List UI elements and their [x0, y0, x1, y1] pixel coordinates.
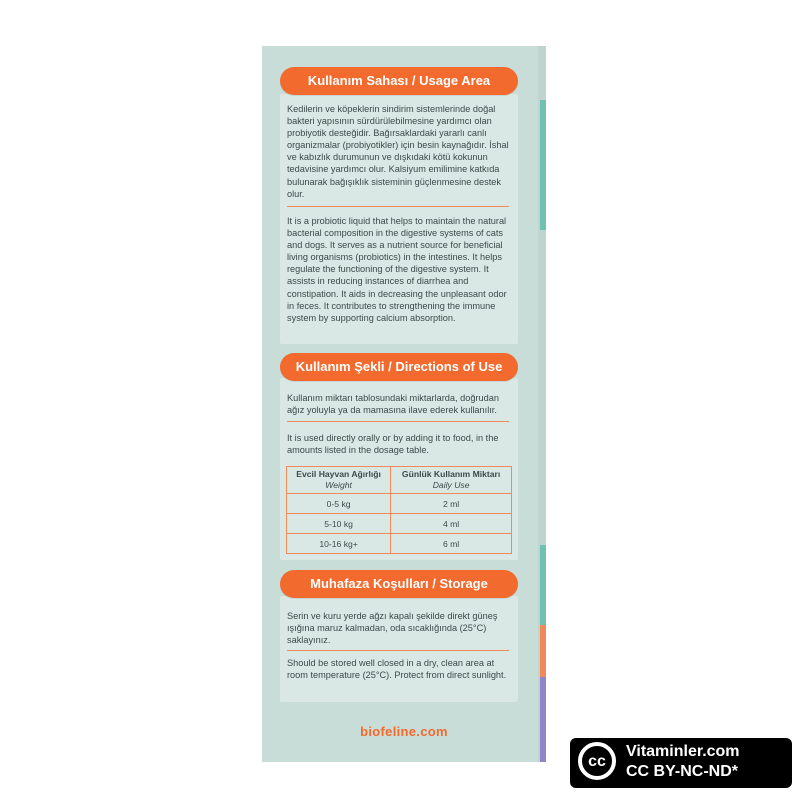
table-row — [287, 534, 512, 554]
weight-header-en: Weight — [325, 480, 352, 490]
dose-cell: 2 ml — [391, 494, 512, 514]
creative-commons-icon: cc — [578, 742, 616, 780]
daily-use-header-tr: Günlük Kullanım Miktarı — [401, 469, 501, 479]
directions-header: Kullanım Şekli / Directions of Use — [280, 353, 518, 381]
storage-divider — [287, 650, 509, 651]
dosage-table-header — [287, 467, 512, 494]
dosage-table — [286, 466, 512, 554]
watermark-license: CC BY-NC-ND* — [626, 763, 738, 780]
weight-cell: 10-16 kg+ — [287, 534, 391, 554]
table-row — [287, 514, 512, 534]
weight-column-header — [287, 467, 391, 494]
edge-stripe-orange — [540, 625, 546, 677]
edge-stripe-teal-lower — [540, 545, 546, 625]
weight-header-tr: Evcil Hayvan Ağırlığı — [296, 469, 381, 479]
usage-text-tr: Kedilerin ve köpeklerin sindirim sistemlerinde doğal bakteri yapısının sürdürülebilmesine yardımcı olan probiyotik desteğidir. Bağırsaklardaki yararlı canlı organizmalar (probiyotikler) için besin kaynağıdır. İshal ve kabızlık durumunun ve dışkıdaki kötü kokunun tedavisine yardımcı olur. Kalsiyum emilimine katkıda bulunarak bağışıklık sisteminin güçlenmesine destek olur. — [287, 104, 509, 199]
edge-stripe-purple — [540, 677, 546, 762]
storage-text-tr: Serin ve kuru yerde ağzı kapalı şekilde direkt güneş ışığına maruz kalmadan, oda sıcaklığında (25°C) saklayınız. — [287, 611, 498, 646]
edge-stripe-teal — [540, 100, 546, 230]
brand-website: biofeline.com — [360, 724, 448, 739]
usage-divider — [287, 206, 509, 207]
usage-text-en: It is a probiotic liquid that helps to maintain the natural bacterial composition in the digestive systems of cats and dogs. It serves as a nutrient source for beneficial living organisms (probiotics) in the intestines. It helps regulate the functioning of the digestive system. It assists in reducing instances of diarrhea and constipation. It aids in decreasing the unpleasant odor in feces. It contributes to strengthening the immune system by supporting calcium absorption. — [287, 216, 507, 323]
daily-use-column-header — [391, 467, 512, 494]
usage-header: Kullanım Sahası / Usage Area — [280, 67, 518, 95]
dose-cell: 6 ml — [391, 534, 512, 554]
weight-cell: 0-5 kg — [287, 494, 391, 514]
storage-text-en: Should be stored well closed in a dry, clean area at room temperature (25°C). Protect from direct sunlight. — [287, 658, 507, 681]
watermark-site: Vitaminler.com — [626, 743, 740, 760]
weight-cell: 5-10 kg — [287, 514, 391, 534]
directions-text-en: It is used directly orally or by adding it to food, in the amounts listed in the dosage table. — [287, 433, 499, 456]
storage-header: Muhafaza Koşulları / Storage — [280, 570, 518, 598]
directions-text-tr: Kullanım miktarı tablosundaki miktarlarda, doğrudan ağız yoluyla ya da mamasına ilave ederek kullanılır. — [287, 393, 499, 416]
directions-divider — [287, 421, 509, 422]
table-row — [287, 494, 512, 514]
daily-use-header-en: Daily Use — [432, 480, 470, 490]
dose-cell: 4 ml — [391, 514, 512, 534]
